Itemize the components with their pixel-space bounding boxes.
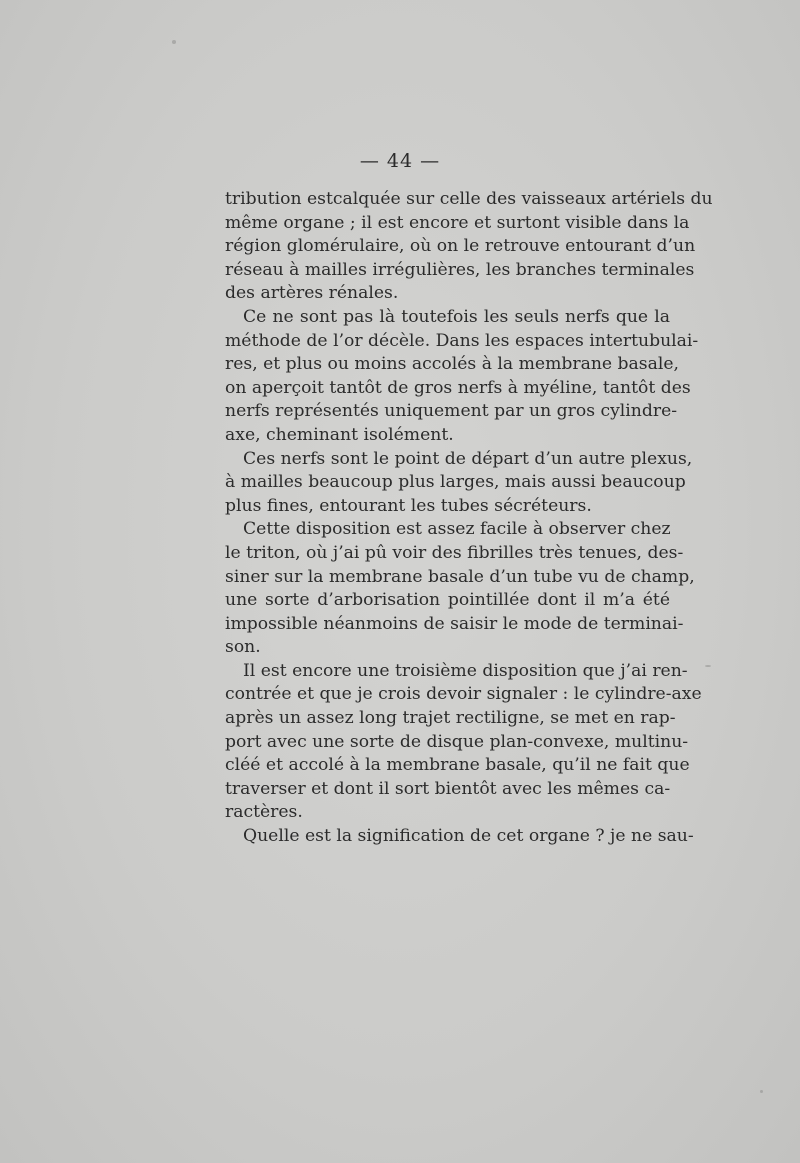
body-text bbox=[225, 188, 713, 849]
text-line: des artères rénales. bbox=[225, 283, 399, 304]
text-line: on aperçoit tantôt de gros nerfs à myéline, tantôt des bbox=[225, 377, 691, 398]
text-line: contrée et que je crois devoir signaler : le cylindre-axe bbox=[225, 684, 702, 705]
text-line: Quelle est la signification de cet organe ? je ne sau- bbox=[243, 826, 694, 847]
text-line: port avec une sorte de disque plan-convexe, multinu- bbox=[225, 731, 689, 752]
text-line: à mailles beaucoup plus larges, mais aussi beaucoup bbox=[225, 472, 686, 493]
text-line: Ces nerfs sont le point de départ d’un autre plexus, bbox=[243, 448, 693, 469]
paper-speck bbox=[172, 40, 176, 44]
text-line: Cette disposition est assez facile à observer chez bbox=[243, 519, 671, 540]
text-line: Il est encore une troisième disposition que j’ai ren- bbox=[243, 660, 688, 681]
text-line: le triton, où j’ai pû voir des fibrilles très tenues, des- bbox=[225, 542, 684, 563]
text-line: une sorte d’arborisation pointillée dont il m’a été bbox=[225, 590, 670, 611]
text-line: plus fines, entourant les tubes sécréteurs. bbox=[225, 495, 592, 516]
text-line: nerfs représentés uniquement par un gros cylindre- bbox=[225, 401, 678, 422]
text-line: Ce ne sont pas là toutefois les seuls nerfs que la bbox=[243, 306, 670, 327]
text-line: ractères. bbox=[225, 802, 303, 823]
text-line: traverser et dont il sort bientôt avec les mêmes ca- bbox=[225, 778, 671, 799]
text-line: siner sur la membrane basale d’un tube vu de champ, bbox=[225, 566, 695, 587]
text-line: région glomérulaire, où on le retrouve entourant d’un bbox=[225, 236, 696, 257]
text-line: impossible néanmoins de saisir le mode de terminai- bbox=[225, 613, 684, 634]
text-line: res, et plus ou moins accolés à la membrane basale, bbox=[225, 354, 680, 375]
paper-speck bbox=[705, 665, 711, 667]
text-line: son. bbox=[225, 637, 261, 658]
text-line: tribution estcalquée sur celle des vaisseaux artériels du bbox=[225, 189, 713, 209]
text-line: cléé et accolé à la membrane basale, qu’il ne fait que bbox=[225, 755, 690, 776]
text-line: méthode de l’or décèle. Dans les espaces intertubulai- bbox=[225, 330, 699, 351]
text-line: axe, cheminant isolément. bbox=[225, 424, 454, 445]
text-line: même organe ; il est encore et surtont visible dans la bbox=[225, 212, 690, 233]
paper-speck bbox=[760, 1090, 763, 1093]
text-line: après un assez long trajet rectiligne, se met en rap- bbox=[225, 708, 676, 729]
text-line: réseau à mailles irrégulières, les branches terminales bbox=[225, 259, 695, 280]
page-number: — 44 — bbox=[359, 150, 441, 172]
